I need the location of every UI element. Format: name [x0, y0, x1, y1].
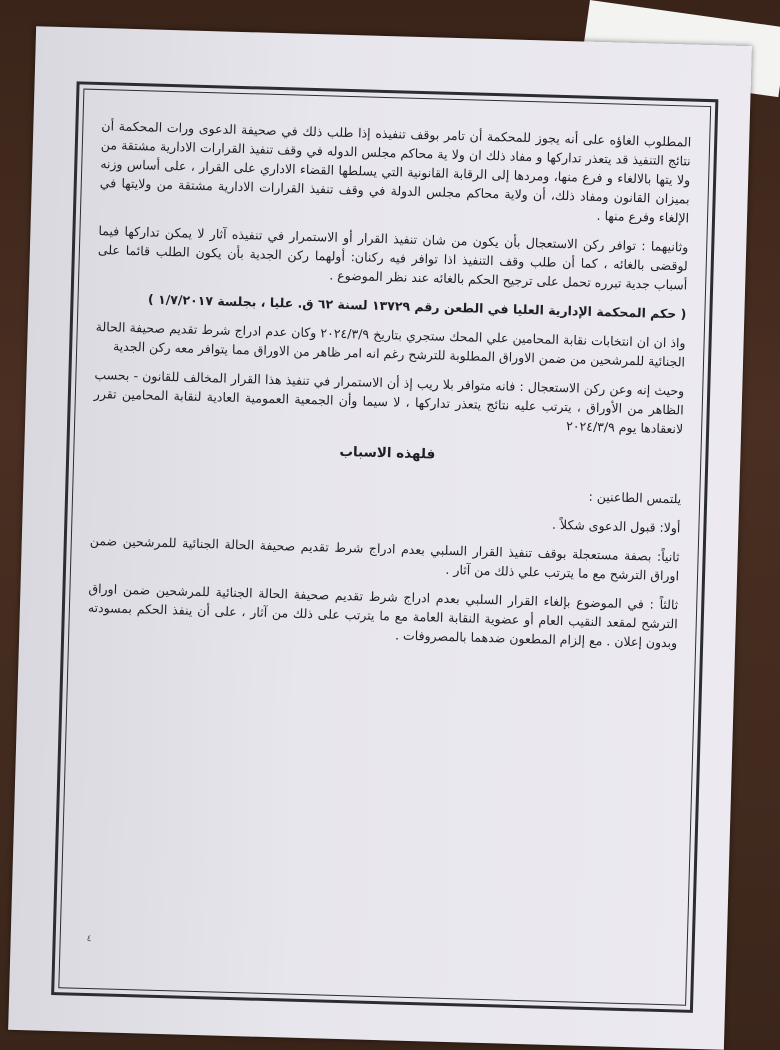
document-body	[87, 116, 692, 662]
page-border-inner	[58, 89, 711, 1006]
request-first: أولا: قبول الدعوى شكلاً .	[551, 516, 681, 536]
paragraph-jurisdiction: المطلوب الغاؤه على أنه يجوز للمحكمة أن تامر بوقف تنفيذه إذا طلب ذلك في صحيفة الدعوى ورات المحكمة أن نتائج التنفيذ قد يتعذر تداركها و مفاد ذلك ان ولا ية محاكم مجلس الدوله في وقف تنفيذ القرارات الادارية مشتقة من ولا يتها بالالغاء و فرع منها، ومردها إلى الرقابة القانونية التي يسلطها القضاء الاداري على القرار ، على أساس وزنه بميزان القانون ومفاد ذلك، أن ولاية محاكم مجلس الدولة في وقف تنفيذ القرارات الادارية مشتقة من ولايتها في الإلغاء وفرع منها .	[99, 118, 692, 226]
requests-intro: يلتمس الطاعنين :	[588, 488, 682, 507]
request-third: ثالثاً : في الموضوع بإلغاء القرار السلبي بعدم ادراج شرط تقديم صحيفة الحالة الجنائية للمرشحين ضمن اوراق الترشح لمقعد النقيب العام أو عضوية النقابة العامة مع ما يترتب على ذلك من آثار ، على أن ينفذ الحكم بمسودته وبدون إعلان . مع إلزام المطعون ضدهما بالمصروفات .	[87, 580, 679, 651]
paragraph-urgency-conditions: وثانيهما : توافر ركن الاستعجال بأن يكون من شان تنفيذ القرار أو الاستمرار في تنفيذه آثار لا يمكن تداركها فيما لوقضى بالغائه ، كما أن طلب وقف التنفيذ اذا توافر فيه ركنان: أولهما ركن الجدية بأن يكون الطلب قائما على أسباب جدية تبرره تحمل على ترجيح الحكم بالغائه عند نظر الموضوع .	[97, 223, 689, 293]
paragraph-elections: واذ ان ان انتخابات نقابة المحامين علي المحك ستجري بتاريخ ٢٠٢٤/٣/٩ وكان عدم ادراج شرط تقديم صحيفة الحالة الجنائية للمرشحين من ضمن الاوراق المطلوبة للترشح رغم انه امر ظاهر من الاوراق مما يتوافر معه ركن الجدية	[95, 318, 686, 370]
request-second: ثانياً: بصفة مستعجلة بوقف تنفيذ القرار السلبي بعدم ادراج شرط تقديم صحيفة الحالة الجنائية للمرشحين ضمن اوراق الترشح مع ما يترتب علي ذلك من آثار .	[89, 532, 680, 584]
document-page	[8, 26, 752, 1050]
paragraph-urgency: وحيث إنه وعن ركن الاستعجال : فانه متوافر بلا ريب إذ أن الاستمرار في تنفيذ هذا القرار المخالف للقانون - بحسب الظاهر من الأوراق ، يترتب عليه نتائج يتعذر تداركها ، لا سيما وأن الجمعية العمومية العادية لنقابة المحامين تقرر لانعقادها يوم ٢٠٢٤/٣/٩	[93, 366, 685, 437]
section-heading: فلهذه الاسباب	[339, 443, 436, 463]
page-border	[51, 81, 718, 1013]
paragraph-court-citation: ( حكم المحكمة الإدارية العليا في الطعن رقم ١٣٧٢٩ لسنة ٦٢ ق. عليا ، بجلسة ١/٧/٢٠١٧ )	[147, 291, 687, 322]
page-number: ٤	[86, 933, 92, 945]
